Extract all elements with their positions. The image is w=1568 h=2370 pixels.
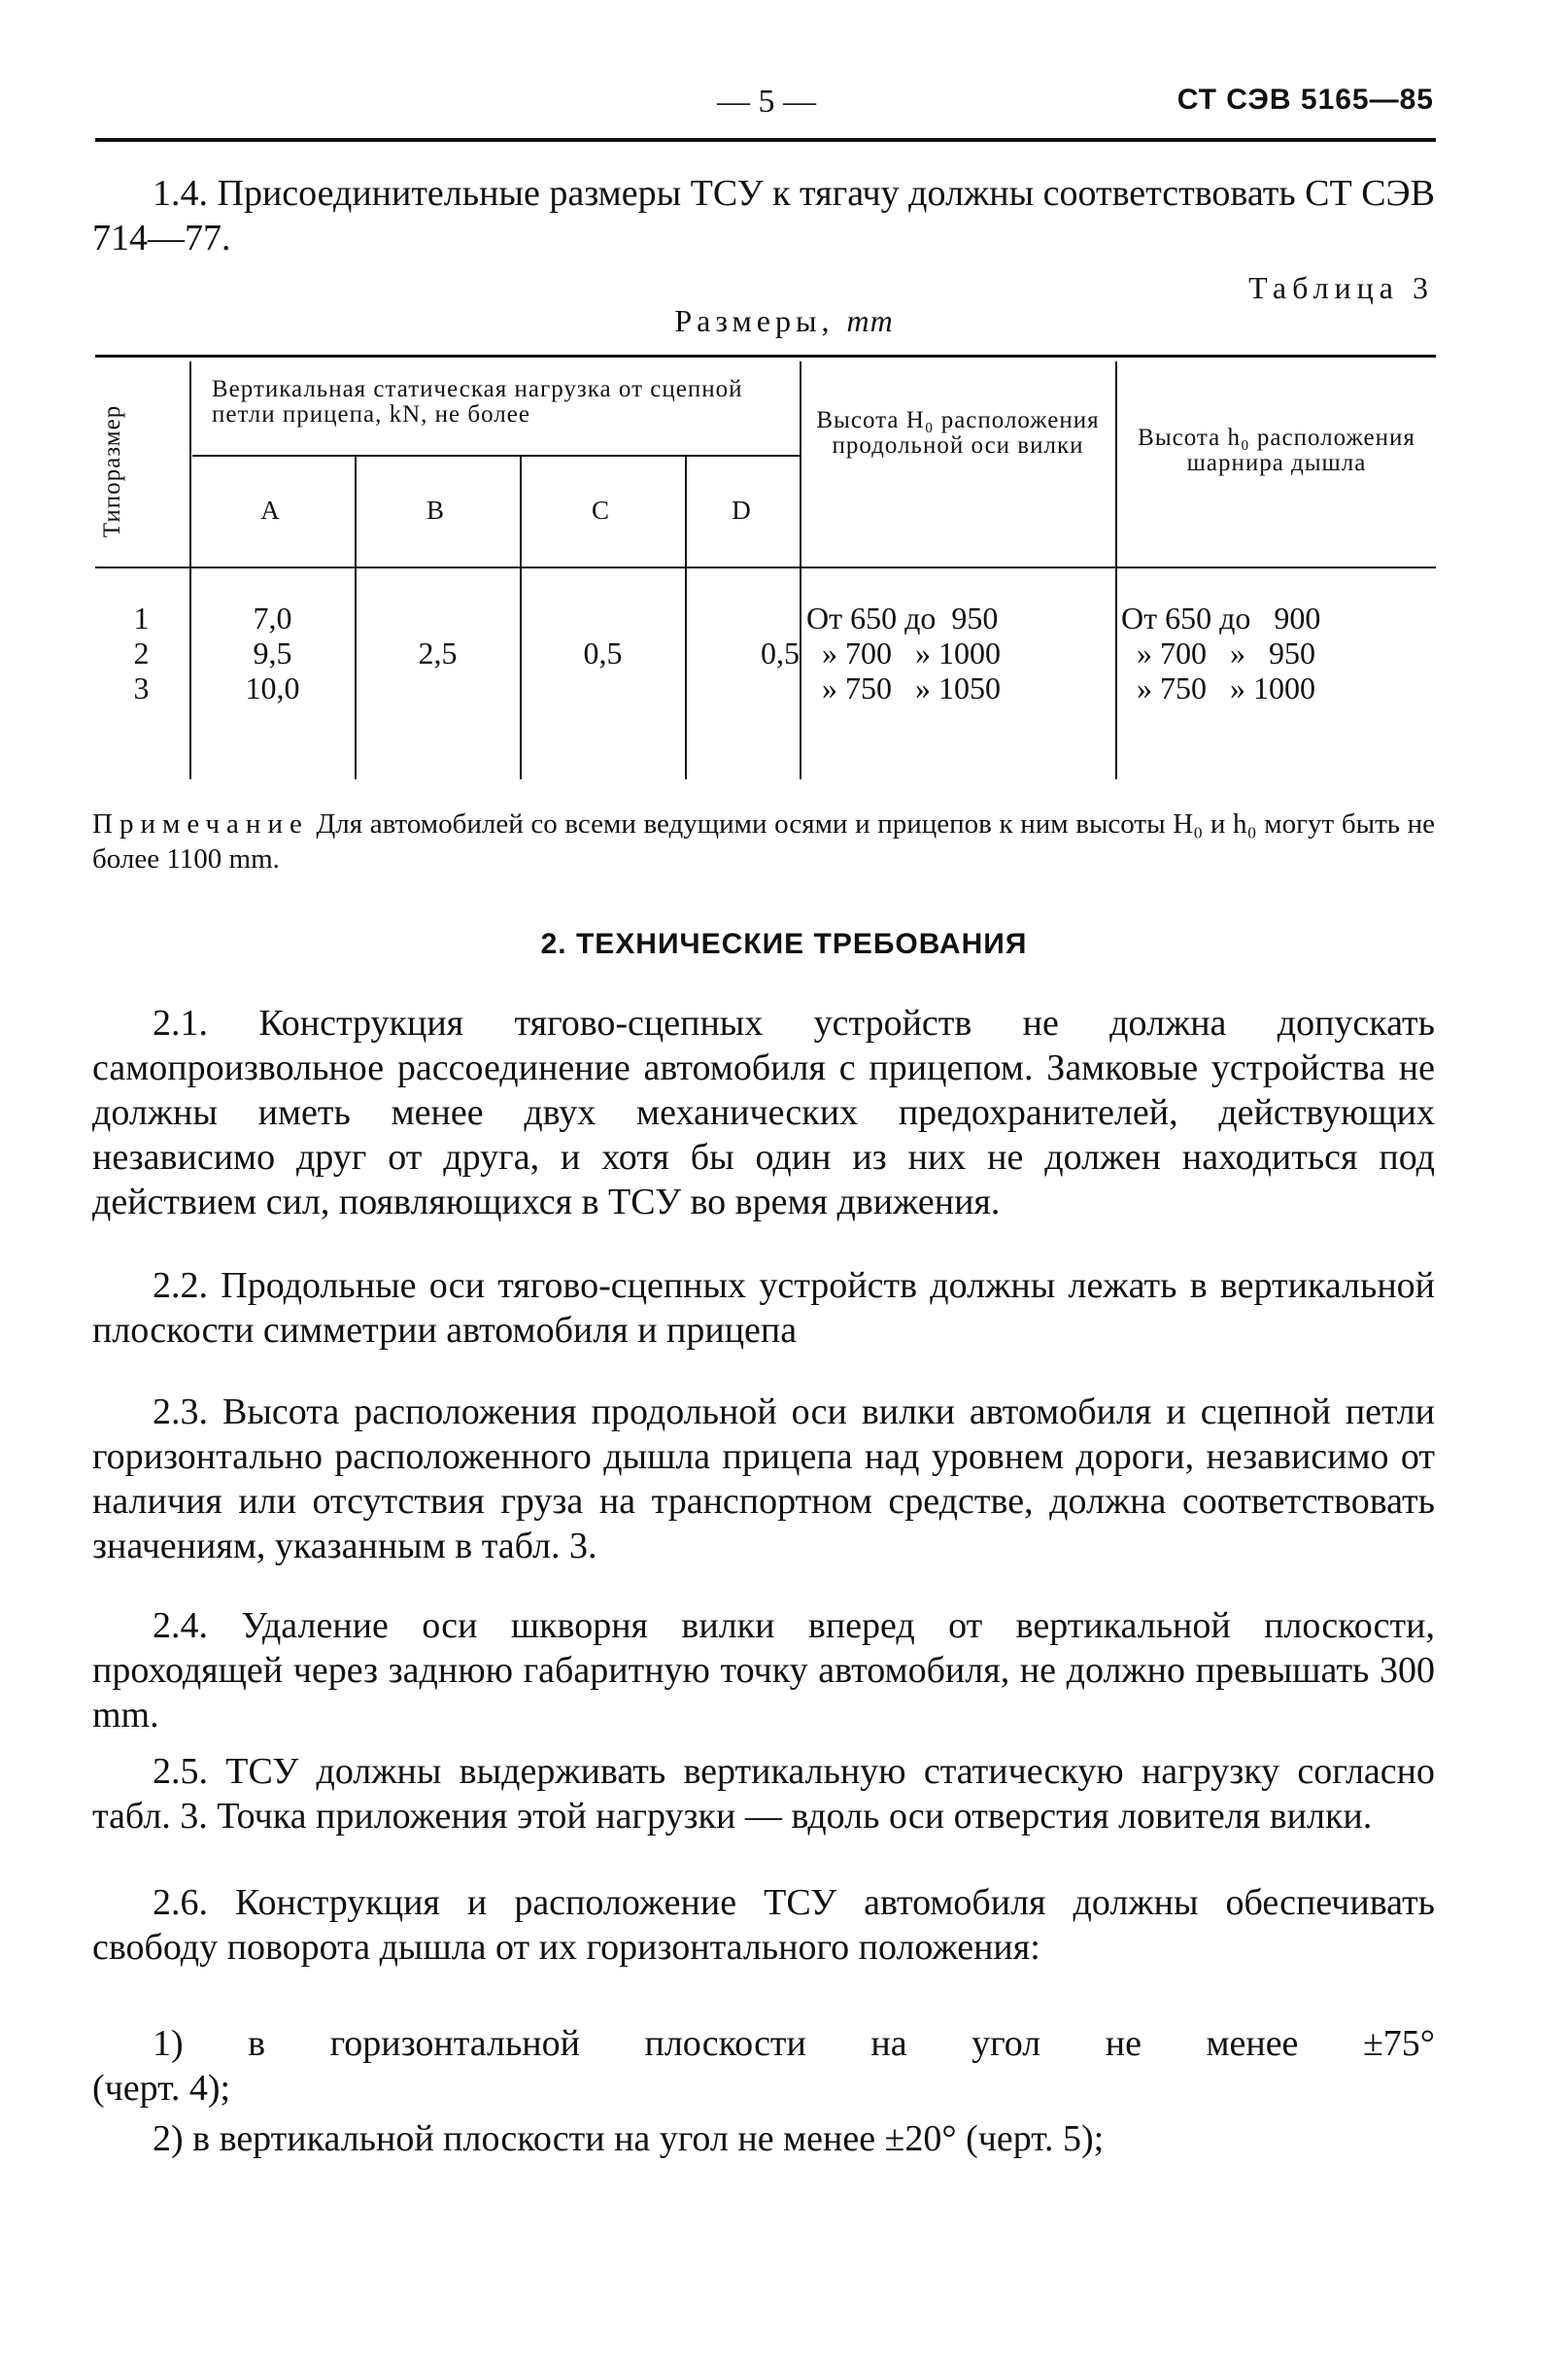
header-col-d: D (732, 496, 751, 525)
cell-size-types: 1 2 3 (133, 601, 150, 705)
header-col-a: A (260, 496, 280, 525)
header-size-type: Типоразмер (99, 404, 125, 538)
cell-hinge-heights: От 650 до 900 » 700 » 950 » 750 » 1000 (1121, 601, 1321, 705)
list-item-1-cont: (черт. 4); (92, 2068, 231, 2109)
paragraph-2-4: 2.4. Удаление оси шкворня вилки вперед от вертикальной плоскости, проходящей через заднюю габаритную точку автомобиля, не должно превышать 300 mm. (92, 1605, 1435, 1735)
paragraph-2-3: 2.3. Высота расположения продольной оси вилки автомобиля и сцепной петли горизонтально расположенного дышла прицепа над уровнем дороги, независимо от наличия или отсутствия груза на транспортном средстве, должна соответствовать значениям, указанным в табл. 3. (92, 1391, 1435, 1566)
cell-fork-heights: От 650 до 950 » 700 » 1000 » 750 » 1050 (806, 601, 1001, 705)
cell-load-c: 0,5 (583, 635, 623, 670)
dimensions-table (95, 350, 1436, 782)
table-header-rule (95, 567, 1436, 568)
cell-load-d: 0,5 (761, 635, 800, 670)
header-col-c: C (591, 496, 609, 525)
standard-code: СТ СЭВ 5165—85 (1176, 84, 1434, 116)
col-divider (520, 457, 522, 779)
col-divider (189, 361, 191, 779)
header-col-b: B (426, 496, 444, 525)
table-caption: Таблица 3 (1248, 270, 1434, 305)
table-units (0, 303, 1568, 339)
paragraph-2-1: 2.1. Конструкция тягово-сцепных устройств не должна допускать самопроизвольное рассоединение автомобиля с прицепом. Замковые устройства не должны иметь менее двух механических предохранителей, действующих независимо друг от друга, и хотя бы один из них не должен находиться под действием сил, появляющихся в ТСУ во время движения. (92, 1003, 1435, 1222)
page-number: — 5 — (717, 84, 816, 120)
col-divider (800, 361, 801, 779)
header-height-fork: Высота H₀ расположения продольной оси вилки (816, 407, 1100, 459)
note-label: Примечание (92, 808, 309, 840)
paragraph-2-5: 2.5. ТСУ должны выдерживать вертикальную статическую нагрузку согласно табл. 3. Точка приложения этой нагрузки — вдоль оси отверстия ловителя вилки. (92, 1751, 1435, 1837)
list-item-1: 1) в горизонтальной плоскости на угол не менее ±75° (153, 2023, 1435, 2064)
col-divider (1115, 361, 1117, 779)
header-height-hinge: Высота h₀ расположения шарнира дышла (1138, 425, 1415, 476)
list-item-2: 2) в вертикальной плоскости на угол не менее ±20° (черт. 5); (153, 2118, 1105, 2159)
header-vertical-load: Вертикальная статическая нагрузка от сцепной петли прицепа, kN, не более (212, 376, 743, 428)
page-header (95, 78, 1436, 126)
units-label: Размеры, (674, 303, 835, 338)
header-rule (95, 138, 1436, 142)
table-note (92, 807, 1435, 876)
note-text: Для автомобилей со всеми ведущими осями и прицепов к ним высоты H₀ и h₀ могут быть не более 1100 mm. (92, 808, 1435, 875)
table-top-rule (95, 355, 1436, 358)
col-divider (355, 457, 357, 779)
units-value: mm (846, 303, 894, 338)
cell-load-b: 2,5 (418, 635, 458, 670)
subheader-rule (192, 455, 800, 457)
paragraph-2-2: 2.2. Продольные оси тягово-сцепных устройств должны лежать в вертикальной плоскости симметрии автомобиля и прицепа (92, 1265, 1435, 1351)
section-title: 2. ТЕХНИЧЕСКИЕ ТРЕБОВАНИЯ (540, 928, 1028, 960)
paragraph-1-4: 1.4. Присоединительные размеры ТСУ к тягачу должны соответствовать СТ СЭВ 714—77. (92, 173, 1435, 258)
cell-load-a: 7,0 9,5 10,0 (245, 601, 300, 705)
paragraph-2-6: 2.6. Конструкция и расположение ТСУ автомобиля должны обеспечивать свободу поворота дышла от их горизонтального положения: (92, 1882, 1435, 1968)
